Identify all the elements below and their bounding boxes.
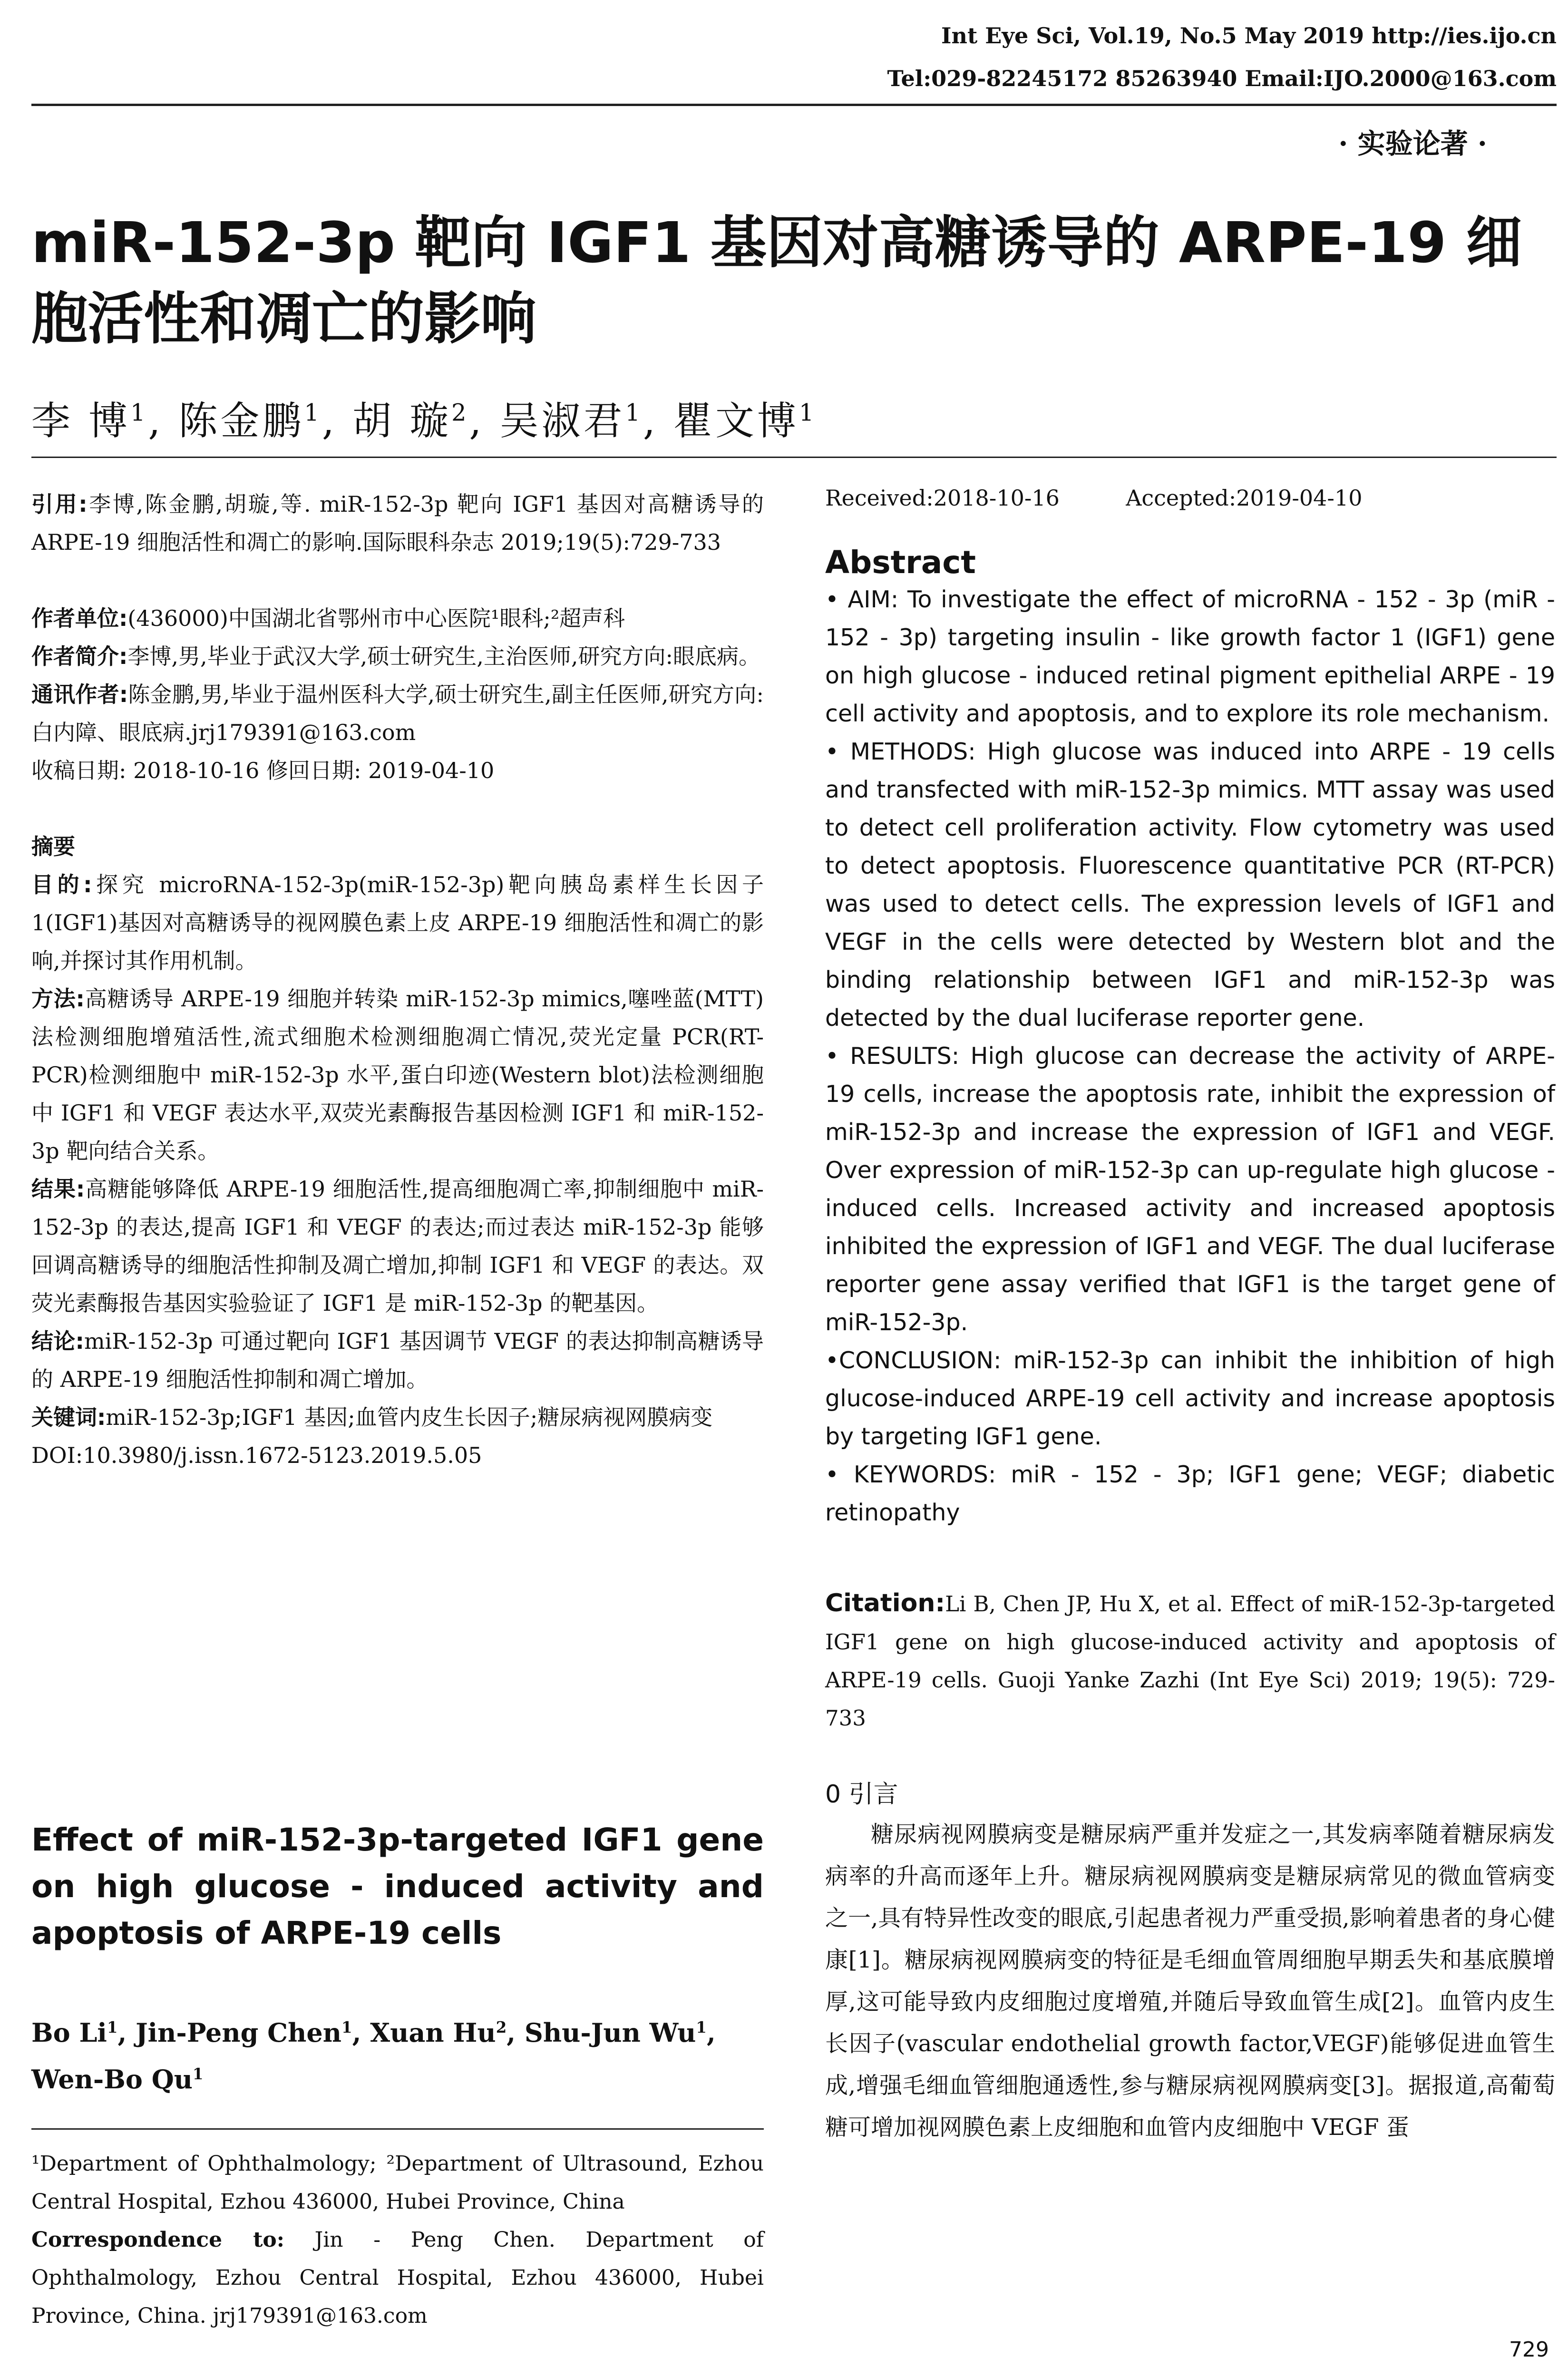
- accepted-date: Accepted:2019-04-10: [1126, 485, 1363, 511]
- citation-cn: 引用:李博,陈金鹏,胡璇,等. miR-152-3p 靶向 IGF1 基因对高糖诱导的 ARPE-19 细胞活性和凋亡的影响.国际眼科杂志 2019;19(5):729-733: [31, 491, 764, 555]
- en-author-2: Jin-Peng Chen$^1$,: [136, 2017, 370, 2048]
- en-author-4: Shu-Jun Wu$^1$,: [524, 2017, 716, 2048]
- header-rule: [31, 104, 1557, 106]
- corresponding-author: 通讯作者:陈金鹏,男,毕业于温州医科大学,硕士研究生,副主任医师,研究方向:白内障、眼底病.jrj179391@163.com: [31, 682, 764, 745]
- en-author-3: Xuan Hu$^2$,: [370, 2017, 525, 2048]
- abstract-results-en: • RESULTS: High glucose can decrease the activity of ARPE- 19 cells, increase the apoptosis rate, inhibit the expression of miR-152-3p and increase the expression of IGF1 and VEGF. Over expression of miR-152-3p can up-regulate high glucose - induced cells. Increased activity and increased apoptosis inhibited the expression of IGF1 and VEGF. The dual luciferase reporter gene assay verified that IGF1 is the target gene of miR-152-3p.: [825, 1042, 1555, 1336]
- journal-header-line2: Tel:029-82245172 85263940 Email:IJO.2000@163.com: [887, 66, 1557, 91]
- received-accepted: [825, 485, 1555, 511]
- right-column: [825, 485, 1555, 2148]
- author-bio: 作者简介:李博,男,毕业于武汉大学,硕士研究生,主治医师,研究方向:眼底病。: [31, 643, 761, 669]
- received-date: Received:2018-10-16: [825, 485, 1060, 511]
- intro-heading: 0 引言: [825, 1780, 898, 1809]
- correspondence-en: Correspondence to: Jin - Peng Chen. Department of Ophthalmology, Ezhou Central Hospital, Ezhou 436000, Hubei Province, China. jrj179391@163.com: [31, 2228, 764, 2328]
- authors-cn: [31, 390, 817, 446]
- author-4: 吴淑君$^1$,: [499, 399, 658, 444]
- english-title: Effect of miR-152-3p-targeted IGF1 gene on high glucose - induced activity and apoptosis of ARPE-19 cells: [31, 1822, 764, 1951]
- author-1: 李 博$^1$,: [31, 399, 164, 444]
- abstract-results-cn: 结果:高糖能够降低 ARPE-19 细胞活性,提高细胞凋亡率,抑制细胞中 miR-152-3p 的表达,提高 IGF1 和 VEGF 的表达;而过表达 miR-152-3p 能够回调高糖诱导的细胞活性抑制及凋亡增加,抑制 IGF1 和 VEGF 的表达。双荧光素酶报告基因实验验证了 IGF1 是 miR-152-3p 的靶基因。: [31, 1176, 764, 1316]
- abstract-methods-en: • METHODS: High glucose was induced into ARPE - 19 cells and transfected with miR-152-3p mimics. MTT assay was used to detect cell proliferation activity. Flow cytometry was used to detect apoptosis. Fluorescence quantitative PCR (RT-PCR) was used to detect cells. The expression levels of IGF1 and VEGF in the cells were detected by Western blot and the binding relationship between IGF1 and miR-152-3p was detected by the dual luciferase reporter gene.: [825, 738, 1555, 1032]
- author-unit: 作者单位:(436000)中国湖北省鄂州市中心医院¹眼科;²超声科: [31, 605, 625, 631]
- abstract-aim-en: • AIM: To investigate the effect of microRNA - 152 - 3p (miR - 152 - 3p) targeting insulin - like growth factor 1 (IGF1) gene on high glucose - induced retinal pigment epithelial ARPE - 19 cell activity and apoptosis, and to explore its role mechanism.: [825, 586, 1555, 727]
- authors-rule: [31, 457, 1557, 458]
- abstract-head-en: Abstract: [825, 544, 976, 581]
- author-3: 胡 璇$^2$,: [352, 399, 485, 444]
- citation-en: Citation:Li B, Chen JP, Hu X, et al. Effect of miR-152-3p-targeted IGF1 gene on high glucose-induced activity and apoptosis of ARPE-19 cells. Guoji Yanke Zazhi (Int Eye Sci) 2019; 19(5): 729-733: [825, 1589, 1555, 1731]
- author-5: 瞿文博$^1$: [673, 399, 817, 444]
- abstract-head-cn: 摘要: [31, 834, 75, 859]
- keywords-en: • KEYWORDS: miR - 152 - 3p; IGF1 gene; VEGF; diabetic retinopathy: [825, 1461, 1555, 1526]
- en-author-1: Bo Li$^1$,: [31, 2017, 136, 2048]
- abstract-methods-cn: 方法:高糖诱导 ARPE-19 细胞并转染 miR-152-3p mimics,噻唑蓝(MTT)法检测细胞增殖活性,流式细胞术检测细胞凋亡情况,荧光定量 PCR(RT-PCR)检测细胞中 miR-152-3p 水平,蛋白印迹(Western blot)法检测细胞中 IGF1 和 VEGF 表达水平,双荧光素酶报告基因检测 IGF1 和 miR-152-3p 靶向结合关系。: [31, 986, 764, 1164]
- english-authors: [31, 2009, 764, 2103]
- abstract-conclusion-en: •CONCLUSION: miR-152-3p can inhibit the inhibition of high glucose-induced ARPE-19 cell activity and increase apoptosis by targeting IGF1 gene.: [825, 1347, 1555, 1450]
- affiliations-en: [31, 2145, 764, 2335]
- affiliation-rule: [31, 2128, 764, 2130]
- intro-paragraph: 糖尿病视网膜病变是糖尿病严重并发症之一,其发病率随着糖尿病发病率的升高而逐年上升。糖尿病视网膜病变是糖尿病常见的微血管病变之一,具有特异性改变的眼底,引起患者视力严重受损,影响着患者的身心健康[1]。糖尿病视网膜病变的特征是毛细血管周细胞早期丢失和基底膜增厚,这可能导致内皮细胞过度增殖,并随后导致血管生成[2]。血管内皮生长因子(vascular endothelial growth factor,VEGF)能够促进血管生成,增强毛细血管细胞通透性,参与糖尿病视网膜病变[3]。据报道,高葡萄糖可增加视网膜色素上皮细胞和血管内皮细胞中 VEGF 蛋: [825, 1821, 1555, 2141]
- dates-cn: 收稿日期: 2018-10-16 修回日期: 2019-04-10: [31, 758, 495, 783]
- page-title: miR-152-3p 靶向 IGF1 基因对高糖诱导的 ARPE-19 细胞活性和凋亡的影响: [31, 210, 1522, 351]
- abstract-conclusion-cn: 结论:miR-152-3p 可通过靶向 IGF1 基因调节 VEGF 的表达抑制高糖诱导的 ARPE-19 细胞活性抑制和凋亡增加。: [31, 1328, 764, 1392]
- section-tag: · 实验论著 ·: [1338, 127, 1487, 160]
- keywords-cn: 关键词:miR-152-3p;IGF1 基因;血管内皮生长因子;糖尿病视网膜病变: [31, 1404, 713, 1430]
- doi: DOI:10.3980/j.issn.1672-5123.2019.5.05: [31, 1442, 482, 1468]
- journal-header-line1: Int Eye Sci, Vol.19, No.5 May 2019 http://ies.ijo.cn: [941, 23, 1557, 49]
- left-column: [31, 485, 764, 1474]
- author-2: 陈金鹏$^1$,: [178, 399, 337, 444]
- abstract-aim-cn: 目的:探究 microRNA-152-3p(miR-152-3p)靶向胰岛素样生长因子 1(IGF1)基因对高糖诱导的视网膜色素上皮 ARPE-19 细胞活性和凋亡的影响,并探讨其作用机制。: [31, 872, 764, 974]
- page-number: 729: [1509, 2338, 1549, 2362]
- en-author-5: Wen-Bo Qu$^1$: [31, 2064, 204, 2094]
- affiliation-text: ¹Department of Ophthalmology; ²Department of Ultrasound, Ezhou Central Hospital, Ezhou 436000, Hubei Province, China: [31, 2152, 764, 2214]
